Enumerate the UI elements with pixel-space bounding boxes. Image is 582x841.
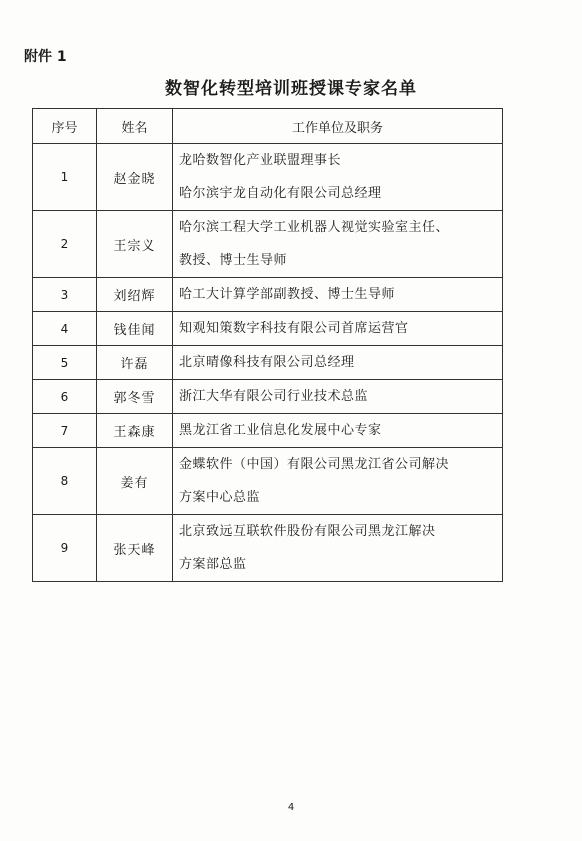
row-number: 5 [33,346,97,380]
affiliation-line: 北京晴像科技有限公司总经理 [179,355,355,370]
affiliation-line: 龙哈数智化产业联盟理事长 [179,153,342,168]
header-org: 工作单位及职务 [173,109,503,144]
expert-affiliation [173,515,503,582]
table-row [33,312,503,346]
row-number: 9 [33,515,97,582]
table-row [33,346,503,380]
attachment-label: 附件 1 [24,49,67,65]
expert-name: 钱佳闻 [97,312,173,346]
expert-affiliation [173,278,503,312]
expert-affiliation [173,380,503,414]
affiliation-line: 北京致远互联软件股份有限公司黑龙江解决 [179,524,436,539]
affiliation-line: 浙江大华有限公司行业技术总监 [179,389,369,404]
table-body [33,144,503,582]
affiliation-line: 金蝶软件（中国）有限公司黑龙江省公司解决 [179,457,450,472]
expert-name: 郭冬雪 [97,380,173,414]
affiliation-line: 哈尔滨宇龙自动化有限公司总经理 [179,186,382,201]
affiliation-line: 哈工大计算学部副教授、博士生导师 [179,287,396,302]
affiliation-line: 方案中心总监 [179,490,261,505]
expert-name: 姜有 [97,448,173,515]
row-number: 3 [33,278,97,312]
expert-name: 张天峰 [97,515,173,582]
expert-affiliation [173,346,503,380]
affiliation-line: 黑龙江省工业信息化发展中心专家 [179,423,382,438]
table-row [33,448,503,515]
expert-affiliation [173,211,503,278]
expert-name: 刘绍辉 [97,278,173,312]
expert-table [32,108,503,582]
expert-name: 王森康 [97,414,173,448]
affiliation-line: 哈尔滨工程大学工业机器人视觉实验室主任、 [179,220,450,235]
row-number: 6 [33,380,97,414]
affiliation-line: 教授、博士生导师 [179,253,288,268]
expert-affiliation [173,448,503,515]
expert-name: 赵金晓 [97,144,173,211]
row-number: 4 [33,312,97,346]
table-row [33,414,503,448]
header-no: 序号 [33,109,97,144]
table-row [33,515,503,582]
table-row [33,278,503,312]
document-title: 数智化转型培训班授课专家名单 [165,79,417,99]
expert-name: 许磊 [97,346,173,380]
expert-affiliation [173,144,503,211]
table-row [33,380,503,414]
affiliation-line: 方案部总监 [179,557,247,572]
row-number: 1 [33,144,97,211]
table-row [33,144,503,211]
row-number: 2 [33,211,97,278]
affiliation-line: 知观知策数字科技有限公司首席运营官 [179,321,409,336]
page-number: 4 [287,802,295,813]
expert-name: 王宗义 [97,211,173,278]
header-name: 姓名 [97,109,173,144]
expert-affiliation [173,312,503,346]
expert-affiliation [173,414,503,448]
table-row [33,211,503,278]
row-number: 7 [33,414,97,448]
table-header-row [33,109,503,144]
row-number: 8 [33,448,97,515]
